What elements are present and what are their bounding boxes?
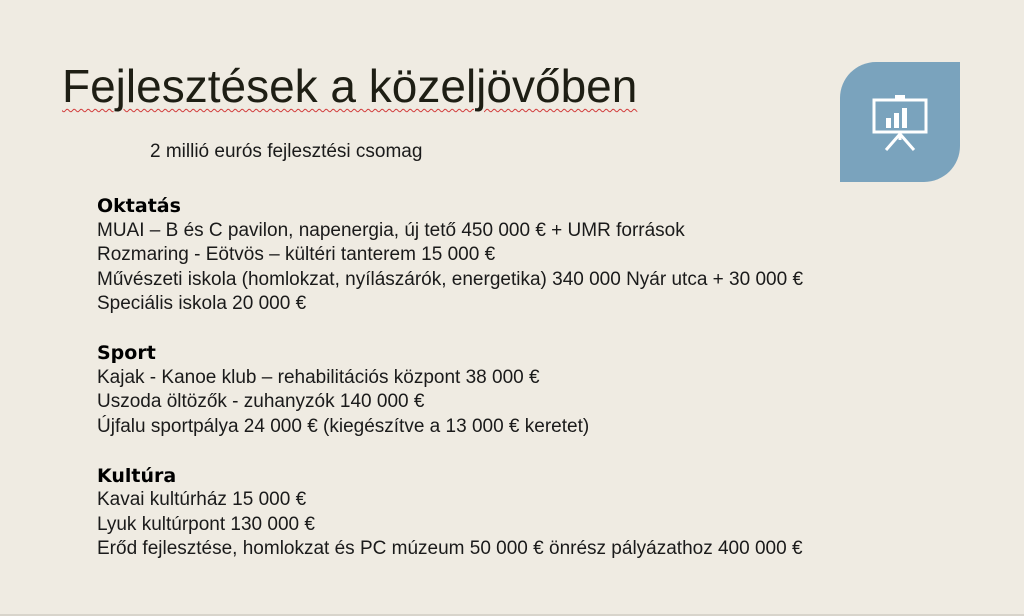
presentation-chart-icon [870,94,930,152]
list-item: Lyuk kultúrpont 130 000 € [97,513,315,535]
section-heading: Kultúra [97,464,177,487]
list-item: Erőd fejlesztése, homlokzat és PC múzeum 50 000 € önrész pályázathoz 400 000 € [97,538,803,559]
section-sport [97,341,817,439]
list-item: Speciális iskola 20 000 € [97,293,307,314]
slide-content [97,194,817,586]
section-oktatas [97,194,817,317]
list-item: Kajak - Kanoe klub – rehabilitációs központ 38 000 € [97,366,540,388]
list-item: Uszoda öltözők - zuhanyzók 140 000 € [97,391,425,412]
list-item: Rozmaring - Eötvös – kültéri tanterem 15 000 € [97,244,496,265]
list-item: Művészeti iskola (homlokzat, nyílászárók, energetika) 340 000 Nyár utca + 30 000 € [97,268,804,290]
slide-title-text: Fejlesztések a közeljövőben [62,60,638,112]
list-item: Kavai kultúrház 15 000 € [97,489,307,510]
list-item: Újfalu sportpálya 24 000 € (kiegészítve a 13 000 € keretet) [97,415,590,437]
section-heading: Oktatás [97,195,181,217]
list-item: MUAI – B és C pavilon, napenergia, új tető 450 000 € + UMR források [97,219,685,241]
slide-subtitle: 2 millió eurós fejlesztési csomag [150,141,423,162]
slide-title [62,56,637,116]
presentation-badge [840,62,960,182]
section-heading: Sport [97,342,156,364]
section-kultura [97,464,817,562]
